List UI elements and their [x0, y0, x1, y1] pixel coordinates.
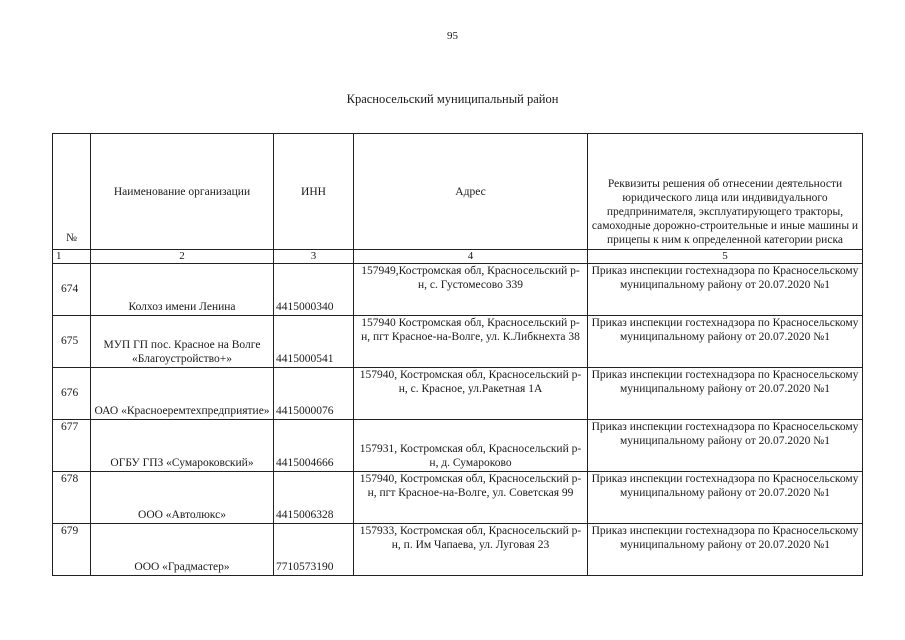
organization-inn: 4415006328 — [274, 472, 354, 524]
decision-requisites: Приказ инспекции гостехнадзора по Красносельскому муниципальному району от 20.07.2020 №1 — [588, 524, 863, 576]
decision-requisites: Приказ инспекции гостехнадзора по Красносельскому муниципальному району от 20.07.2020 №1 — [588, 368, 863, 420]
row-number: 678 — [53, 472, 91, 524]
organization-inn: 4415000076 — [274, 368, 354, 420]
table-row — [53, 420, 863, 472]
organization-address: 157931, Костромская обл, Красносельский р-н, д. Сумароково — [354, 420, 588, 472]
organization-inn: 4415004666 — [274, 420, 354, 472]
table-row — [53, 472, 863, 524]
table-row — [53, 316, 863, 368]
header-inn: ИНН — [274, 134, 354, 250]
row-number: 676 — [53, 368, 91, 420]
column-number: 5 — [588, 250, 863, 264]
table-row — [53, 524, 863, 576]
table-row — [53, 368, 863, 420]
decision-requisites: Приказ инспекции гостехнадзора по Красносельскому муниципальному району от 20.07.2020 №1 — [588, 264, 863, 316]
column-number: 3 — [274, 250, 354, 264]
organization-inn: 7710573190 — [274, 524, 354, 576]
page-number: 95 — [447, 30, 458, 42]
organization-name: Колхоз имени Ленина — [91, 264, 274, 316]
row-number: 675 — [53, 316, 91, 368]
row-number: 679 — [53, 524, 91, 576]
row-number: 677 — [53, 420, 91, 472]
organization-name: ОАО «Красноеремтехпредприятие» — [91, 368, 274, 420]
page-title: Красносельский муниципальный район — [346, 92, 559, 106]
organization-name: ОГБУ ГПЗ «Сумароковский» — [91, 420, 274, 472]
organization-inn: 4415000541 — [274, 316, 354, 368]
organization-name: ООО «Автолюкс» — [91, 472, 274, 524]
organization-address: 157940, Костромская обл, Красносельский р-н, пгт Красное-на-Волге, ул. Советская 99 — [354, 472, 588, 524]
table-row — [53, 264, 863, 316]
header-name: Наименование организации — [91, 134, 274, 250]
column-number: 1 — [53, 250, 91, 264]
header-no: № — [53, 134, 91, 250]
header-requisites: Реквизиты решения об отнесении деятельности юридического лица или индивидуального предпринимателя, эксплуатирующего тракторы, самоходные дорожно-строительные и иные машины и прицепы к ним к определенной категории риска — [588, 134, 863, 250]
organization-name: МУП ГП пос. Красное на Волге «Благоустройство+» — [91, 316, 274, 368]
row-number: 674 — [53, 264, 91, 316]
column-number-row — [53, 250, 863, 264]
organization-address: 157940 Костромская обл, Красносельский р-н, пгт Красное-на-Волге, ул. К.Либкнехта 38 — [354, 316, 588, 368]
decision-requisites: Приказ инспекции гостехнадзора по Красносельскому муниципальному району от 20.07.2020 №1 — [588, 420, 863, 472]
organization-name: ООО «Градмастер» — [91, 524, 274, 576]
organization-address: 157933, Костромская обл, Красносельский р-н, п. Им Чапаева, ул. Луговая 23 — [354, 524, 588, 576]
organization-address: 157949,Костромская обл, Красносельский р-н, с. Густомесово 339 — [354, 264, 588, 316]
decision-requisites: Приказ инспекции гостехнадзора по Красносельскому муниципальному району от 20.07.2020 №1 — [588, 472, 863, 524]
header-row — [53, 134, 863, 250]
header-address: Адрес — [354, 134, 588, 250]
column-number: 2 — [91, 250, 274, 264]
organization-address: 157940, Костромская обл, Красносельский р-н, с. Красное, ул.Ракетная 1А — [354, 368, 588, 420]
organization-inn: 4415000340 — [274, 264, 354, 316]
column-number: 4 — [354, 250, 588, 264]
organization-registry-table — [52, 133, 863, 576]
decision-requisites: Приказ инспекции гостехнадзора по Красносельскому муниципальному району от 20.07.2020 №1 — [588, 316, 863, 368]
